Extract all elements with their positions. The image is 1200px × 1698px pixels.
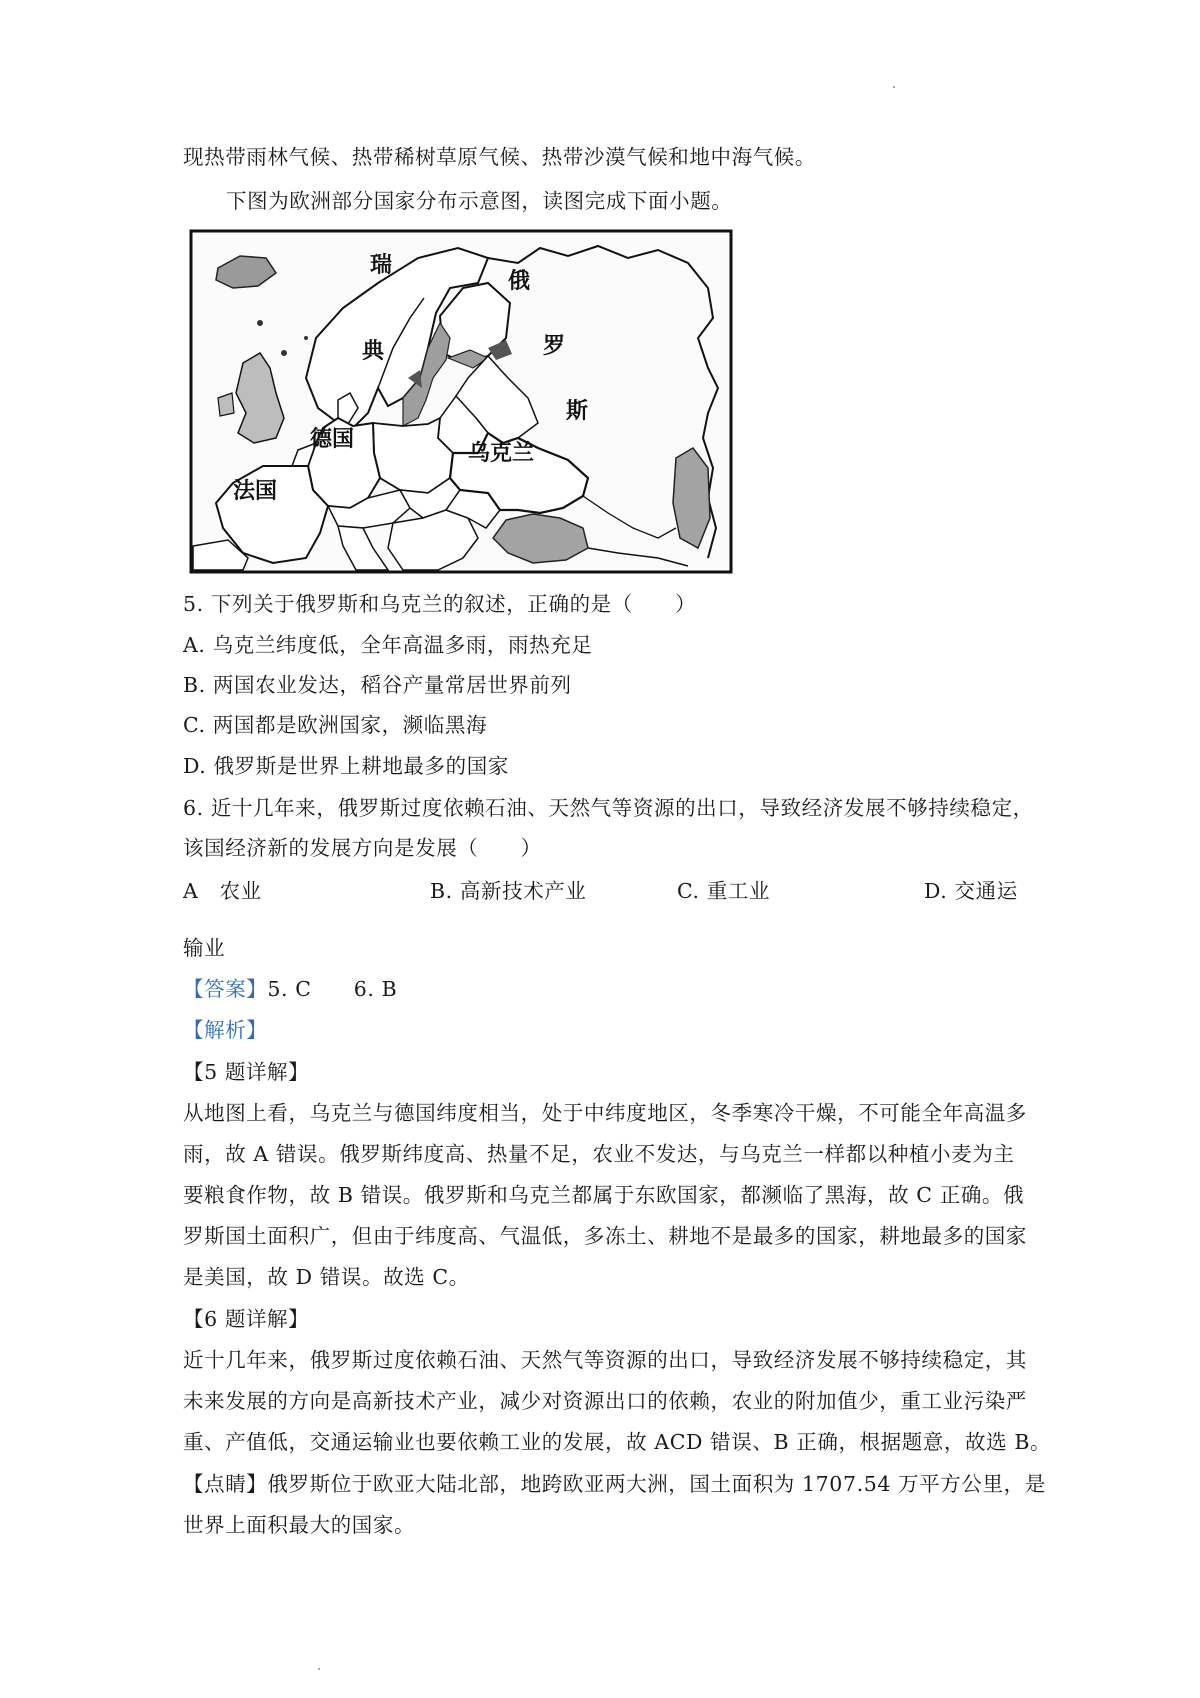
detail6-line: 重、产值低，交通运输业也要依赖工业的发展，故 ACD 错误、B 正确，根据题意，故选 B。: [183, 1430, 1052, 1454]
intro-line: 现热带雨林气候、热带稀树草原气候、热带沙漠气候和地中海气候。: [183, 145, 816, 169]
answer-text: 5. C 6. B: [267, 977, 398, 1001]
q6-stem-line2: 该国经济新的发展方向是发展（ ）: [183, 836, 542, 860]
label-ukraine: 乌克兰: [468, 440, 535, 466]
q6-option-a: A 农业: [183, 879, 262, 903]
q6-stem-line1: 6. 近十几年来，俄罗斯过度依赖石油、天然气等资源的出口，导致经济发展不够持续稳定，: [183, 796, 1034, 820]
detail6-tag: 【6 题详解】: [183, 1307, 310, 1331]
scan-speck: [893, 86, 895, 88]
label-russia-2: 罗: [543, 333, 566, 359]
label-germany: 德国: [310, 426, 355, 452]
detail5-line: 从地图上看，乌克兰与德国纬度相当，处于中纬度地区，冬季寒冷干燥，不可能全年高温多: [183, 1101, 1027, 1125]
note-tag: 【点睛】: [183, 1472, 268, 1496]
q6-option-b: B. 高新技术产业: [430, 879, 587, 903]
note-line2: 世界上面积最大的国家。: [183, 1513, 416, 1537]
caspian-sea: [673, 448, 710, 548]
detail6-line: 未来发展的方向是高新技术产业，减少对资源出口的依赖，农业的附加值少，重工业污染严: [183, 1389, 1027, 1413]
detail6-line: 近十几年来，俄罗斯过度依赖石油、天然气等资源的出口，导致经济发展不够持续稳定，其: [183, 1348, 1027, 1372]
label-sweden-2: 典: [362, 338, 385, 364]
scan-speck: [318, 1668, 320, 1670]
q5-stem: 5. 下列关于俄罗斯和乌克兰的叙述，正确的是（ ）: [183, 592, 697, 616]
map-intro: 下图为欧洲部分国家分布示意图，读图完成下面小题。: [226, 189, 733, 213]
q6-option-d: D. 交通运: [924, 879, 1018, 903]
answer-line: [183, 975, 397, 1003]
q5-option-a: A. 乌克兰纬度低，全年高温多雨，雨热充足: [183, 633, 593, 657]
label-sweden-1: 瑞: [370, 252, 393, 278]
label-france: 法国: [233, 478, 278, 504]
detail5-tag: 【5 题详解】: [183, 1060, 310, 1084]
note-text: 俄罗斯位于欧亚大陆北部，地跨欧亚两大洲，国土面积为 1707.54 万平方公里，是: [267, 1472, 1046, 1496]
label-russia-1: 俄: [508, 268, 531, 294]
q6-option-c: C. 重工业: [677, 879, 771, 903]
detail5-line: 是美国，故 D 错误。故选 C。: [183, 1265, 470, 1289]
detail5-line: 雨，故 A 错误。俄罗斯纬度高、热量不足，农业不发达，与乌克兰一样都以种植小麦为主: [183, 1142, 1015, 1166]
europe-map: [188, 228, 736, 576]
label-russia-3: 斯: [566, 398, 589, 424]
detail5-line: 要粮食作物，故 B 错误。俄罗斯和乌克兰都属于东欧国家，都濒临了黑海，故 C 正确。俄: [183, 1183, 1025, 1207]
answer-tag: 【答案】: [183, 977, 268, 1001]
q5-option-c: C. 两国都是欧洲国家，濒临黑海: [183, 713, 488, 737]
detail5-line: 罗斯国土面积广，但由于纬度高、气温低，多冻土、耕地不是最多的国家，耕地最多的国家: [183, 1224, 1027, 1248]
note-line1: [183, 1470, 1046, 1498]
q6-option-d-wrap: 输业: [183, 936, 226, 960]
q5-option-b: B. 两国农业发达，稻谷产量常居世界前列: [183, 673, 572, 697]
analysis-tag: 【解析】: [183, 1018, 268, 1042]
q5-option-d: D. 俄罗斯是世界上耕地最多的国家: [183, 754, 509, 778]
